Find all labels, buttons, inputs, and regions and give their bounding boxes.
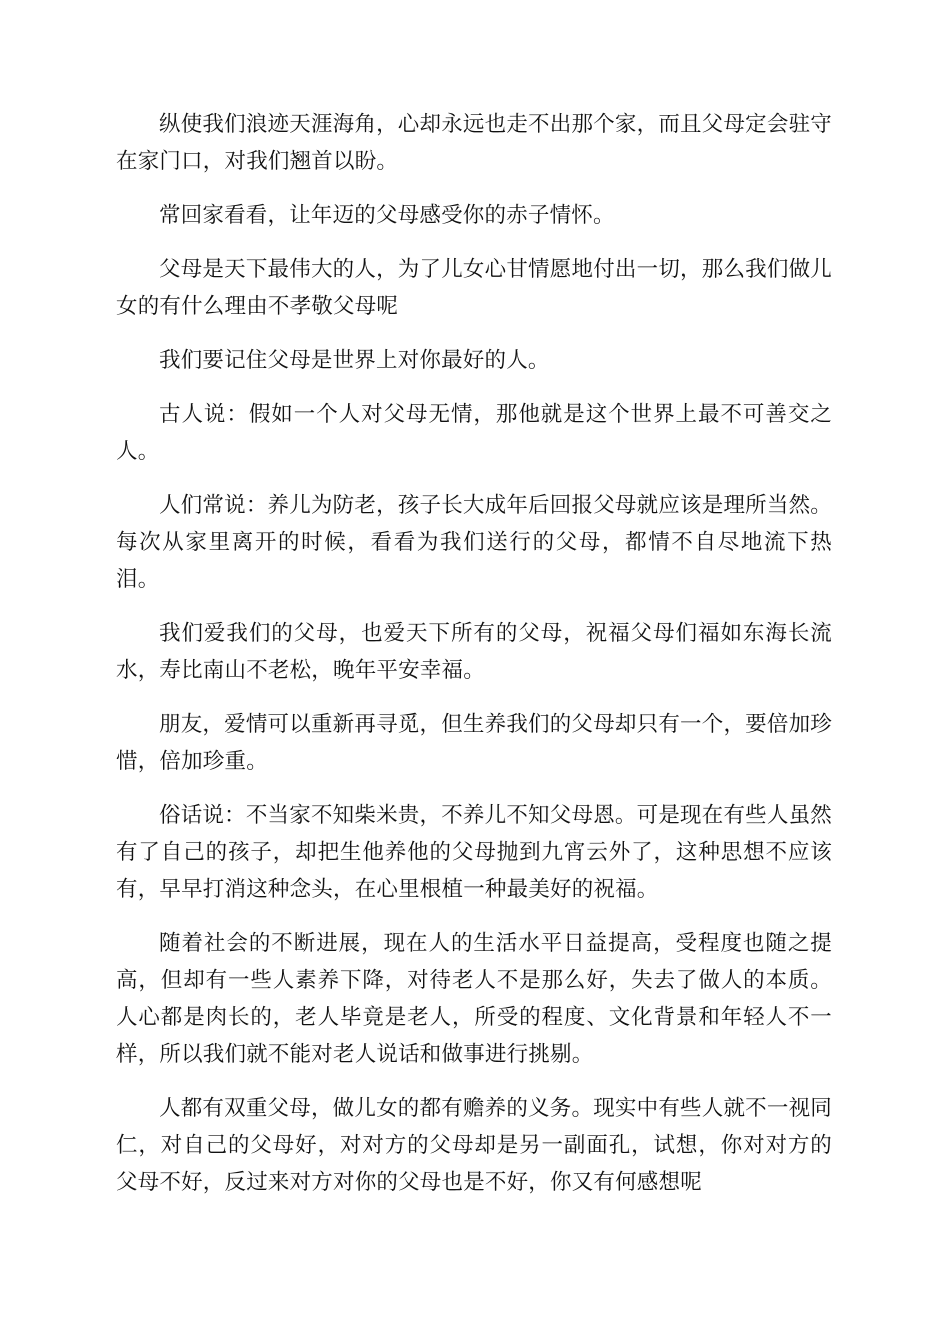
paragraph-2: 常回家看看，让年迈的父母感受你的赤子情怀。 xyxy=(159,203,615,228)
paragraph-9: 俗话说：不当家不知柴米贵，不养儿不知父母恩。可是现在有些人虽然有了自己的孩子，却把生他养他的父母抛到九宵云外了，这种思想不应该有，早早打消这种念头，在心里根植一种最美好的祝福。 xyxy=(116,803,832,902)
paragraph-11: 人都有双重父母，做儿女的都有赡养的义务。现实中有些人就不一视同仁，对自己的父母好，对对方的父母却是另一副面孔，试想，你对对方的父母不好，反过来对方对你的父母也是不好，你又有何感想呢 xyxy=(116,1096,832,1195)
paragraph-7: 我们爱我们的父母，也爱天下所有的父母，祝福父母们福如东海长流水，寿比南山不老松，晚年平安幸福。 xyxy=(116,621,832,683)
paragraph-8: 朋友，爱情可以重新再寻觅，但生养我们的父母却只有一个，要倍加珍惜，倍加珍重。 xyxy=(116,712,832,774)
paragraph-6: 人们常说：养儿为防老，孩子长大成年后回报父母就应该是理所当然。每次从家里离开的时候，看看为我们送行的父母，都情不自尽地流下热泪。 xyxy=(116,493,832,592)
paragraph-1: 纵使我们浪迹天涯海角，心却永远也走不出那个家，而且父母定会驻守在家门口，对我们翘首以盼。 xyxy=(116,112,832,174)
paragraph-4: 我们要记住父母是世界上对你最好的人。 xyxy=(159,348,550,373)
paragraph-3: 父母是天下最伟大的人，为了儿女心甘情愿地付出一切，那么我们做儿女的有什么理由不孝敬父母呢 xyxy=(116,257,832,319)
document-body xyxy=(116,106,832,1218)
paragraph-10: 随着社会的不断进展，现在人的生活水平日益提高，受程度也随之提高，但却有一些人素养下降，对待老人不是那么好，失去了做人的本质。人心都是肉长的，老人毕竟是老人，所受的程度、文化背景和年轻人不一样，所以我们就不能对老人说话和做事进行挑剔。 xyxy=(116,931,832,1067)
paragraph-5: 古人说：假如一个人对父母无情，那他就是这个世界上最不可善交之人。 xyxy=(116,402,832,464)
